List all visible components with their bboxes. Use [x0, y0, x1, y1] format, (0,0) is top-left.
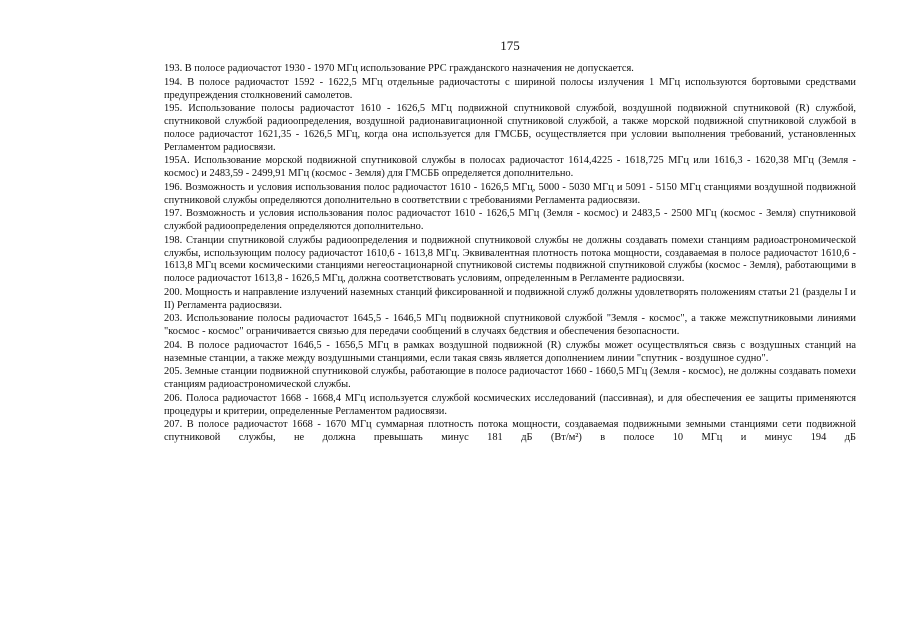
page-number: 175 — [500, 38, 520, 53]
paragraph-206: 206. Полоса радиочастот 1668 - 1668,4 МГц используется службой космических исследований (пассивная), и для обеспечения ее защиты применяются процедуры и критерии, определенные Регламентом радиосвязи. — [164, 392, 856, 417]
paragraph-195: 195. Использование полосы радиочастот 1610 - 1626,5 МГц подвижной спутниковой службой, воздушной подвижной спутниковой (R) службой, спутниковой службой радиоопределения, воздушной радионавигационной спутниковой службой, а также морской подвижной спутниковой службой в полосе радиочастот 1621,35 - 1626,5 МГц, когда она используется для ГМСББ, осуществляется при условии выполнения требований, установленных Регламентом радиосвязи. — [164, 103, 856, 153]
paragraph-203: 203. Использование полосы радиочастот 1645,5 - 1646,5 МГц подвижной спутниковой службой "Земля - космос", а также межспутниковыми линиями "космос - космос" ограничивается связью для передачи сообщений в случаях бедствия и обеспечения безопасности. — [164, 313, 856, 337]
paragraph-200: 200. Мощность и направление излучений наземных станций фиксированной и подвижной служб должны удовлетворять положениям статьи 21 (разделы I и II) Регламента радиосвязи. — [164, 286, 856, 311]
paragraph-196: 196. Возможность и условия использования полос радиочастот 1610 - 1626,5 МГц, 5000 - 5030 МГц и 5091 - 5150 МГц станциями воздушной подвижной спутниковой службы определяются дополнительно в соответствии с требованиями Регламента радиосвязи. — [164, 181, 856, 206]
paragraph-198: 198. Станции спутниковой службы радиоопределения и подвижной спутниковой службы не должны создавать помехи станциям радиоастрономической службы, использующим полосу радиочастот 1610,6 - 1613,8 МГц. Эквивалентная плотность потока мощности, создаваемая в полосе радиочастот 1610,6 - 1613,8 МГц всеми космическими станциями негеостационарной спутниковой системы подвижной спутниковой службы (космос - Земля), работающими в полосе радиочастот 1613,8 - 1626,5 МГц, должна соответствовать условиям, определенным в Регламенте радиосвязи. — [164, 234, 856, 284]
paragraph-197: 197. Возможность и условия использования полос радиочастот 1610 - 1626,5 МГц (Земля - космос) и 2483,5 - 2500 МГц (космос - Земля) спутниковой службой радиоопределения определяются дополнительно. — [164, 208, 856, 232]
paragraph-205: 205. Земные станции подвижной спутниковой службы, работающие в полосе радиочастот 1660 - 1660,5 МГц (Земля - космос), не должны создавать помехи станциям радиоастрономической службы. — [164, 366, 856, 390]
paragraph-204: 204. В полосе радиочастот 1646,5 - 1656,5 МГц в рамках воздушной подвижной (R) службы может осуществляться связь с воздушных станций на наземные станции, а также между воздушными станциями, если такая связь является дополнением линии "спутник - воздушное судно". — [164, 339, 856, 364]
paragraph-193: 193. В полосе радиочастот 1930 - 1970 МГц использование РРС гражданского назначения не допускается. — [164, 63, 634, 74]
paragraph-207: 207. В полосе радиочастот 1668 - 1670 МГц суммарная плотность потока мощности, создаваемая подвижными земными станциями сети подвижной спутниковой службы, не должна превышать минус 181 дБ (Вт/м²) в полосе 10 МГц и минус 194 дБ — [164, 419, 856, 443]
document-page — [164, 38, 856, 446]
paragraph-194: 194. В полосе радиочастот 1592 - 1622,5 МГц отдельные радиочастоты с шириной полосы излучения 1 МГц используются бортовыми средствами предупреждения столкновений самолетов. — [164, 76, 856, 101]
paragraph-195a: 195А. Использование морской подвижной спутниковой службы в полосах радиочастот 1614,4225 - 1618,725 МГц или 1616,3 - 1620,38 МГц (Земля - космос) и 2483,59 - 2499,91 МГц (космос - Земля) для ГМСББ определяется дополнительно. — [164, 155, 856, 179]
